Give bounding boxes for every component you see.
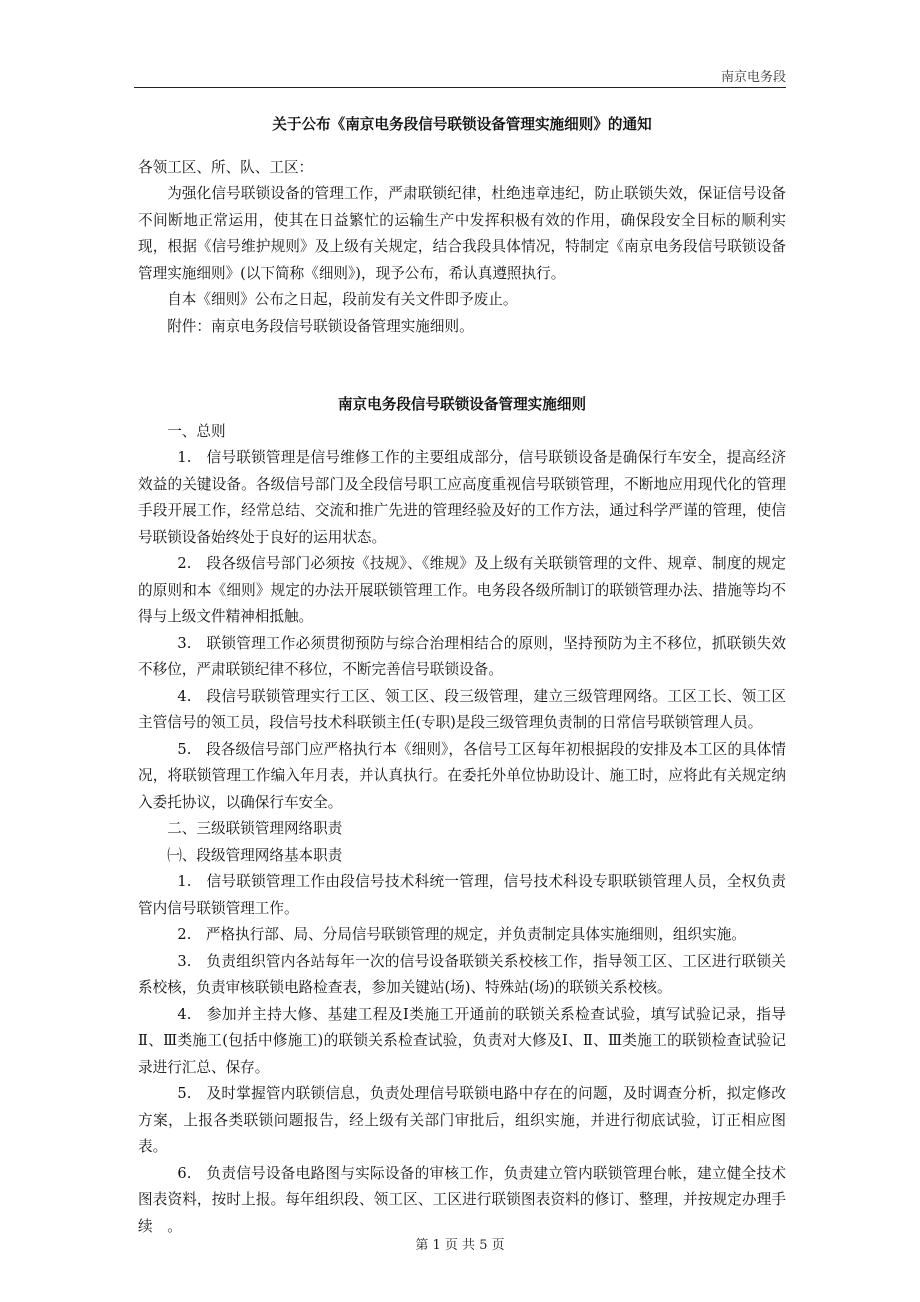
page-header-org: 南京电务段 [720,70,786,85]
document-body [138,104,786,1240]
notice-salutation: 各领工区、所、队、工区： [138,158,314,176]
rule-item: 1. 信号联锁管理工作由段信号技术科统一管理，信号技术科设专职联锁管理人员，全权负责管内信号联锁管理工作。 [138,873,786,917]
subsection-heading: ㈠、段级管理网络基本职责 [167,846,343,864]
rule-item: 5. 段各级信号部门应严格执行本《细则》，各信号工区每年初根据段的安排及本工区的具体情况，将联锁管理工作编入年月表，并认真执行。在委托外单位协助设计、施工时，应将此有关规定纳入委托协议，以确保行车安全。 [138,740,786,811]
rule-item: 5. 及时掌握管内联锁信息，负责处理信号联锁电路中存在的问题，及时调查分析，拟定修改方案，上报各类联锁问题报告，经上级有关部门审批后，组织实施，并进行彻底试验，订正相应图表。 [138,1085,786,1155]
notice-title: 关于公布《南京电务段信号联锁设备管理实施细则》的通知 [272,116,652,133]
notice-paragraph: 自本《细则》公布之日起，段前发有关文件即予废止。 [167,291,518,308]
rule-item: 4. 参加并主持大修、基建工程及Ⅰ类施工开通前的联锁关系检查试验，填写试验记录，指导Ⅱ、Ⅲ类施工(包括中修施工)的联锁关系检查试验，负责对大修及Ⅰ、Ⅱ、Ⅲ类施工的联锁检查试验记录进行汇总、保存。 [138,1005,786,1076]
rule-item: 1. 信号联锁管理是信号维修工作的主要组成部分，信号联锁设备是确保行车安全，提高经济效益的关键设备。各级信号部门及全段信号职工应高度重视信号联锁管理，不断地应用现代化的管理手段开展工作，经常总结、交流和推广先进的管理经验及好的工作方法，通过科学严谨的管理，使信号联锁设备始终处于良好的运用状态。 [138,449,786,546]
section-gap [138,340,786,392]
section-heading: 二、三级联锁管理网络职责 [167,820,343,837]
notice-attachment: 附件：南京电务段信号联锁设备管理实施细则。 [167,317,474,335]
rule-item: 2. 段各级信号部门必须按《技规》、《维规》及上级有关联锁管理的文件、规章、制度的规定的原则和本《细则》规定的办法开展联锁管理工作。电务段各级所制订的联锁管理办法、措施等均不得与上级文件精神相抵触。 [138,555,786,625]
rule-item: 3. 联锁管理工作必须贯彻预防与综合治理相结合的原则，坚持预防为主不移位，抓联锁失效不移位，严肃联锁纪律不移位，不断完善信号联锁设备。 [138,634,786,678]
rule-item: 3. 负责组织管内各站每年一次的信号设备联锁关系校核工作，指导领工区、工区进行联锁关系校核，负责审核联锁电路检查表，参加关键站(场)、特殊站(场)的联锁关系校核。 [138,952,786,996]
page-footer: 第 1 页 共 5 页 [415,1238,505,1253]
rule-item: 6. 负责信号设备电路图与实际设备的审核工作，负责建立管内联锁管理台帐，建立健全技术图表资料，按时上报。每年组织段、领工区、工区进行联锁图表资料的修订、整理，并按规定办理手续 。 [138,1164,786,1235]
rule-item: 2. 严格执行部、局、分局信号联锁管理的规定，并负责制定具体实施细则，组织实施。 [177,926,746,943]
notice-paragraph: 为强化信号联锁设备的管理工作，严肃联锁纪律，杜绝违章违纪，防止联锁失效，保证信号设备不间断地正常运用，使其在日益繁忙的运输生产中发挥积极有效的作用，确保段安全目标的顺利实现，根据《信号维护规则》及上级有关规定，结合我段具体情况，特制定《南京电务段信号联锁设备管理实施细则》(以下简称《细则》)，现予公布，希认真遵照执行。 [138,185,786,282]
header-rule [134,87,786,88]
rule-item: 4. 段信号联锁管理实行工区、领工区、段三级管理，建立三级管理网络。工区工长、领工区主管信号的领工员，段信号技术科联锁主任(专职)是段三级管理负责制的日常信号联锁管理人员。 [138,687,786,731]
rules-title: 南京电务段信号联锁设备管理实施细则 [337,396,587,413]
section-heading: 一、总则 [167,422,226,440]
